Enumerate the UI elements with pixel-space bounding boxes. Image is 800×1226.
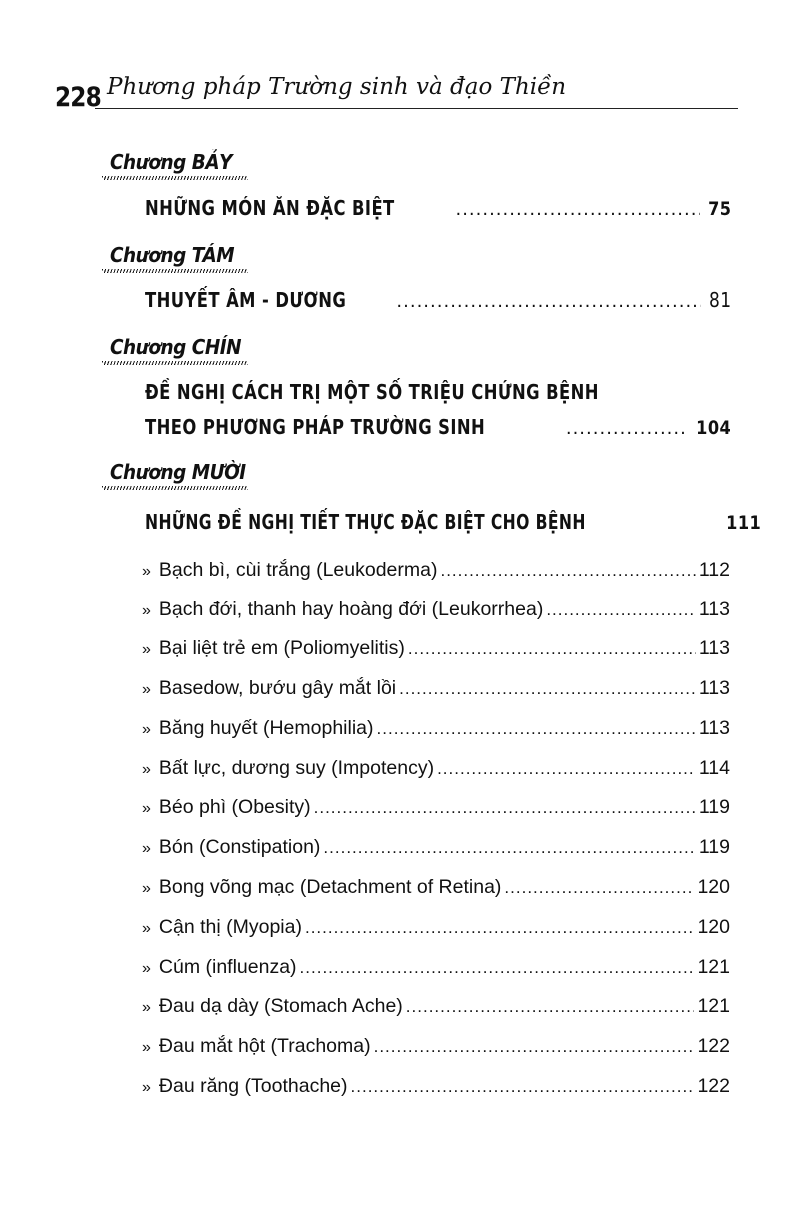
item-text: Cúm (influenza) <box>158 956 297 978</box>
bullet-marker: » <box>142 880 151 897</box>
item-text: Băng huyết (Hemophilia) <box>158 717 374 739</box>
toc-item[interactable] <box>142 956 730 979</box>
item-text: Bạch đới, thanh hay hoàng đới (Leukorrhea) <box>158 598 544 620</box>
item-page: 119 <box>698 836 730 858</box>
toc-item[interactable] <box>142 836 730 859</box>
bullet-marker: » <box>142 681 151 698</box>
item-text: Basedow, bướu gây mắt lồi <box>158 677 397 699</box>
entry-page: 81 <box>708 288 731 312</box>
item-text: Đau dạ dày (Stomach Ache) <box>158 995 403 1017</box>
item-page: 113 <box>698 677 730 699</box>
chapter-label: Chương TÁM <box>110 243 235 267</box>
bullet-marker: » <box>142 761 151 778</box>
toc-chapter-entry[interactable] <box>145 510 762 534</box>
dot-leader <box>566 418 686 439</box>
item-page: 122 <box>697 1075 730 1097</box>
entry-title: NHỮNG MÓN ĂN ĐẶC BIỆT <box>145 196 395 220</box>
item-text: Bại liệt trẻ em (Poliomyelitis) <box>158 637 405 659</box>
item-text: Bón (Constipation) <box>158 836 321 858</box>
chapter-label: Chương CHÍN <box>110 335 242 359</box>
entry-page: 75 <box>707 198 731 220</box>
item-page: 120 <box>697 876 730 898</box>
item-text: Đau mắt hột (Trachoma) <box>158 1035 371 1057</box>
dot-leader <box>437 759 696 779</box>
dot-leader <box>374 1037 695 1057</box>
item-page: 112 <box>698 559 730 581</box>
toc-item[interactable] <box>142 1075 730 1098</box>
chapter-label: Chương BẢY <box>110 150 233 174</box>
toc-chapter-entry-line1[interactable] <box>145 380 731 404</box>
item-page: 113 <box>698 717 730 739</box>
toc-chapter-entry[interactable] <box>145 415 731 439</box>
toc-item[interactable] <box>142 677 730 700</box>
bullet-marker: » <box>142 800 151 817</box>
item-text: Đau răng (Toothache) <box>158 1075 348 1097</box>
header-rule <box>95 108 738 109</box>
entry-title: THUYẾT ÂM - DƯƠNG <box>145 288 347 312</box>
bullet-marker: » <box>142 563 151 580</box>
item-page: 121 <box>697 956 730 978</box>
chapter-label: Chương MƯỜI <box>110 460 246 484</box>
dot-leader <box>408 639 696 659</box>
dot-leader <box>396 291 700 312</box>
item-text: Cận thị (Myopia) <box>158 916 302 938</box>
bullet-marker: » <box>142 602 151 619</box>
item-text: Béo phì (Obesity) <box>158 796 311 818</box>
entry-page: 104 <box>696 417 731 439</box>
entry-title: THEO PHƯƠNG PHÁP TRƯỜNG SINH <box>145 415 486 439</box>
dot-leader <box>351 1077 695 1097</box>
bullet-marker: » <box>142 1039 151 1056</box>
toc-item[interactable] <box>142 796 730 819</box>
item-page: 113 <box>698 598 730 620</box>
chapter-underline <box>102 361 248 365</box>
item-page: 119 <box>698 796 730 818</box>
dot-leader <box>440 561 695 581</box>
dot-leader <box>314 798 696 818</box>
item-text: Bạch bì, cùi trắng (Leukoderma) <box>158 559 438 581</box>
bullet-marker: » <box>142 721 151 738</box>
item-page: 120 <box>697 916 730 938</box>
bullet-marker: » <box>142 920 151 937</box>
toc-chapter-entry[interactable] <box>145 288 731 312</box>
item-text: Bong võng mạc (Detachment of Retina) <box>158 876 502 898</box>
toc-item[interactable] <box>142 1035 730 1058</box>
book-title: Phương pháp Trường sinh và đạo Thiền <box>107 74 567 100</box>
chapter-underline <box>102 486 248 490</box>
dot-leader <box>399 679 696 699</box>
bullet-marker: » <box>142 641 151 658</box>
dot-leader <box>455 199 699 220</box>
entry-title: ĐỀ NGHỊ CÁCH TRỊ MỘT SỐ TRIỆU CHỨNG BỆNH <box>145 380 599 404</box>
toc-item[interactable] <box>142 757 730 780</box>
dot-leader <box>323 838 695 858</box>
chapter-underline <box>102 269 248 273</box>
dot-leader <box>300 958 695 978</box>
toc-item[interactable] <box>142 995 730 1018</box>
dot-leader <box>546 600 696 620</box>
toc-item[interactable] <box>142 637 730 660</box>
toc-item[interactable] <box>142 916 730 939</box>
toc-item[interactable] <box>142 559 730 582</box>
toc-item[interactable] <box>142 876 730 899</box>
dot-leader <box>504 878 694 898</box>
entry-page: 111 <box>726 512 762 534</box>
bullet-marker: » <box>142 960 151 977</box>
item-page: 122 <box>697 1035 730 1057</box>
bullet-marker: » <box>142 999 151 1016</box>
dot-leader <box>305 918 694 938</box>
item-page: 114 <box>698 757 730 779</box>
toc-item[interactable] <box>142 598 730 621</box>
page-number: 228 <box>55 82 101 113</box>
entry-title: NHỮNG ĐỀ NGHỊ TIẾT THỰC ĐẶC BIỆT CHO BỆNH <box>145 510 586 534</box>
page-header <box>55 66 738 113</box>
bullet-marker: » <box>142 840 151 857</box>
dot-leader <box>377 719 696 739</box>
item-page: 121 <box>697 995 730 1017</box>
toc-item[interactable] <box>142 717 730 740</box>
chapter-underline <box>102 176 248 180</box>
item-page: 113 <box>698 637 730 659</box>
bullet-marker: » <box>142 1079 151 1096</box>
toc-chapter-entry[interactable] <box>145 196 731 220</box>
dot-leader <box>406 997 695 1017</box>
item-text: Bất lực, dương suy (Impotency) <box>158 757 435 779</box>
